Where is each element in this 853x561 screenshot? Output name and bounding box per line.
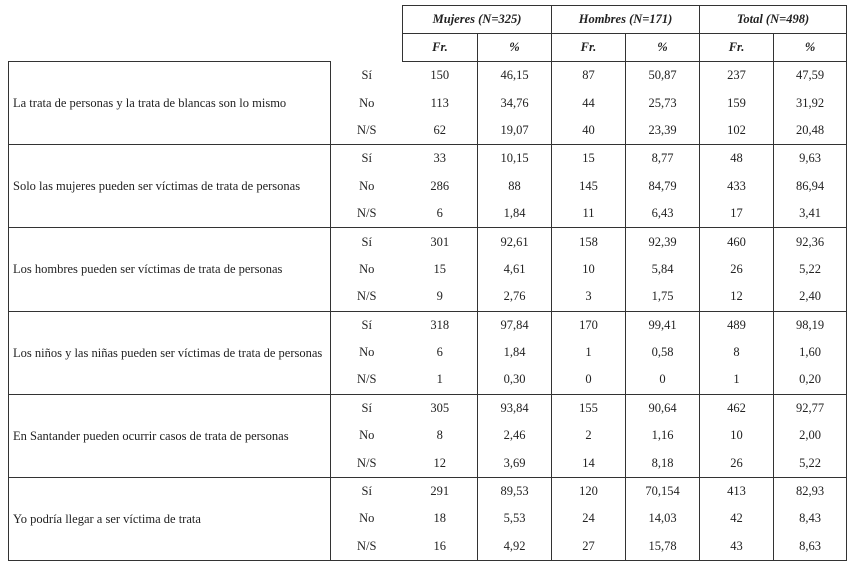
value-cell: 0 [626, 366, 700, 394]
value-cell: 10 [552, 256, 626, 283]
value-cell: 97,84 [478, 311, 552, 339]
value-cell: 120 [552, 477, 626, 505]
row-label: Solo las mujeres pueden ser víctimas de trata de personas [9, 145, 331, 228]
value-cell: 462 [700, 394, 774, 422]
value-cell: 88 [478, 173, 552, 200]
value-cell: 24 [552, 505, 626, 532]
value-cell: 26 [700, 256, 774, 283]
value-cell: 237 [700, 62, 774, 90]
value-cell: 70,154 [626, 477, 700, 505]
table-row [9, 62, 847, 90]
value-cell: 433 [700, 173, 774, 200]
header-row-subcols [9, 34, 847, 62]
value-cell: 8 [403, 422, 478, 449]
value-cell: 8,77 [626, 145, 700, 173]
subheader-pct: % [774, 34, 847, 62]
value-cell: 14 [552, 449, 626, 477]
header-total: Total (N=498) [700, 6, 847, 34]
value-cell: 291 [403, 477, 478, 505]
value-cell: 10,15 [478, 145, 552, 173]
header-mujeres: Mujeres (N=325) [403, 6, 552, 34]
value-cell: 4,92 [478, 533, 552, 561]
subheader-fr: Fr. [700, 34, 774, 62]
response-label: No [359, 95, 375, 110]
value-cell: 92,39 [626, 228, 700, 256]
row-label: Yo podría llegar a ser víctima de trata [9, 477, 331, 560]
response-label: No [359, 428, 375, 443]
row-label: En Santander pueden ocurrir casos de trata de personas [9, 394, 331, 477]
response-label: Sí [361, 317, 372, 332]
value-cell: 4,61 [478, 256, 552, 283]
value-cell: 92,77 [774, 394, 847, 422]
value-cell: 2,40 [774, 283, 847, 311]
value-cell: 43 [700, 533, 774, 561]
value-cell: 90,64 [626, 394, 700, 422]
value-cell: 19,07 [478, 117, 552, 145]
subheader-pct: % [626, 34, 700, 62]
value-cell: 150 [403, 62, 478, 90]
value-cell: 6 [403, 339, 478, 366]
row-label: La trata de personas y la trata de blancas son lo mismo [9, 62, 331, 145]
header-hombres: Hombres (N=171) [552, 6, 700, 34]
subheader-fr: Fr. [403, 34, 478, 62]
table-row [9, 228, 847, 256]
value-cell: 12 [403, 449, 478, 477]
value-cell: 84,79 [626, 173, 700, 200]
response-label: Sí [361, 484, 372, 499]
header-row-groups [9, 6, 847, 34]
value-cell: 92,61 [478, 228, 552, 256]
value-cell: 301 [403, 228, 478, 256]
subheader-pct: % [478, 34, 552, 62]
value-cell: 8,43 [774, 505, 847, 532]
value-cell: 25,73 [626, 89, 700, 116]
value-cell: 460 [700, 228, 774, 256]
value-cell: 489 [700, 311, 774, 339]
value-cell: 159 [700, 89, 774, 116]
value-cell: 145 [552, 173, 626, 200]
value-cell: 5,22 [774, 449, 847, 477]
value-cell: 286 [403, 173, 478, 200]
value-cell: 50,87 [626, 62, 700, 90]
value-cell: 5,84 [626, 256, 700, 283]
response-label: N/S [331, 449, 403, 477]
row-label: Los niños y las niñas pueden ser víctimas de trata de personas [9, 311, 331, 394]
value-cell: 318 [403, 311, 478, 339]
value-cell: 9,63 [774, 145, 847, 173]
value-cell: 26 [700, 449, 774, 477]
value-cell: 15 [552, 145, 626, 173]
value-cell: 11 [552, 200, 626, 228]
value-cell: 1 [700, 366, 774, 394]
response-label: Sí [361, 234, 372, 249]
value-cell: 86,94 [774, 173, 847, 200]
value-cell: 170 [552, 311, 626, 339]
table-row [9, 145, 847, 173]
value-cell: 44 [552, 89, 626, 116]
response-label: N/S [331, 366, 403, 394]
value-cell: 15,78 [626, 533, 700, 561]
value-cell: 158 [552, 228, 626, 256]
value-cell: 82,93 [774, 477, 847, 505]
value-cell: 1,75 [626, 283, 700, 311]
value-cell: 2,76 [478, 283, 552, 311]
value-cell: 89,53 [478, 477, 552, 505]
value-cell: 92,36 [774, 228, 847, 256]
value-cell: 93,84 [478, 394, 552, 422]
value-cell: 8,18 [626, 449, 700, 477]
value-cell: 9 [403, 283, 478, 311]
value-cell: 17 [700, 200, 774, 228]
value-cell: 8,63 [774, 533, 847, 561]
value-cell: 1,60 [774, 339, 847, 366]
subheader-fr: Fr. [552, 34, 626, 62]
value-cell: 15 [403, 256, 478, 283]
value-cell: 16 [403, 533, 478, 561]
response-label: N/S [331, 200, 403, 228]
value-cell: 113 [403, 89, 478, 116]
value-cell: 102 [700, 117, 774, 145]
value-cell: 40 [552, 117, 626, 145]
value-cell: 0,58 [626, 339, 700, 366]
response-label: Sí [361, 400, 372, 415]
value-cell: 1 [403, 366, 478, 394]
row-label: Los hombres pueden ser víctimas de trata de personas [9, 228, 331, 311]
value-cell: 46,15 [478, 62, 552, 90]
value-cell: 47,59 [774, 62, 847, 90]
value-cell: 3 [552, 283, 626, 311]
value-cell: 2,46 [478, 422, 552, 449]
survey-table [8, 5, 847, 561]
value-cell: 1,84 [478, 339, 552, 366]
response-label: Sí [361, 151, 372, 166]
response-label: N/S [331, 117, 403, 145]
value-cell: 6,43 [626, 200, 700, 228]
value-cell: 42 [700, 505, 774, 532]
table-row [9, 477, 847, 505]
value-cell: 34,76 [478, 89, 552, 116]
value-cell: 3,41 [774, 200, 847, 228]
value-cell: 0,20 [774, 366, 847, 394]
response-label: No [359, 511, 375, 526]
value-cell: 155 [552, 394, 626, 422]
value-cell: 98,19 [774, 311, 847, 339]
response-label: No [359, 345, 375, 360]
value-cell: 8 [700, 339, 774, 366]
value-cell: 413 [700, 477, 774, 505]
value-cell: 99,41 [626, 311, 700, 339]
response-label: N/S [331, 283, 403, 311]
value-cell: 14,03 [626, 505, 700, 532]
value-cell: 6 [403, 200, 478, 228]
value-cell: 0,30 [478, 366, 552, 394]
value-cell: 87 [552, 62, 626, 90]
value-cell: 33 [403, 145, 478, 173]
value-cell: 2,00 [774, 422, 847, 449]
value-cell: 12 [700, 283, 774, 311]
response-label: N/S [331, 533, 403, 561]
value-cell: 18 [403, 505, 478, 532]
value-cell: 0 [552, 366, 626, 394]
value-cell: 20,48 [774, 117, 847, 145]
response-label: Sí [361, 67, 372, 82]
value-cell: 1,16 [626, 422, 700, 449]
value-cell: 305 [403, 394, 478, 422]
value-cell: 48 [700, 145, 774, 173]
table-row [9, 311, 847, 339]
value-cell: 62 [403, 117, 478, 145]
value-cell: 5,53 [478, 505, 552, 532]
response-label: No [359, 178, 375, 193]
table-row [9, 394, 847, 422]
value-cell: 10 [700, 422, 774, 449]
value-cell: 1,84 [478, 200, 552, 228]
value-cell: 5,22 [774, 256, 847, 283]
value-cell: 31,92 [774, 89, 847, 116]
value-cell: 2 [552, 422, 626, 449]
response-label: No [359, 261, 375, 276]
value-cell: 1 [552, 339, 626, 366]
value-cell: 3,69 [478, 449, 552, 477]
value-cell: 27 [552, 533, 626, 561]
value-cell: 23,39 [626, 117, 700, 145]
